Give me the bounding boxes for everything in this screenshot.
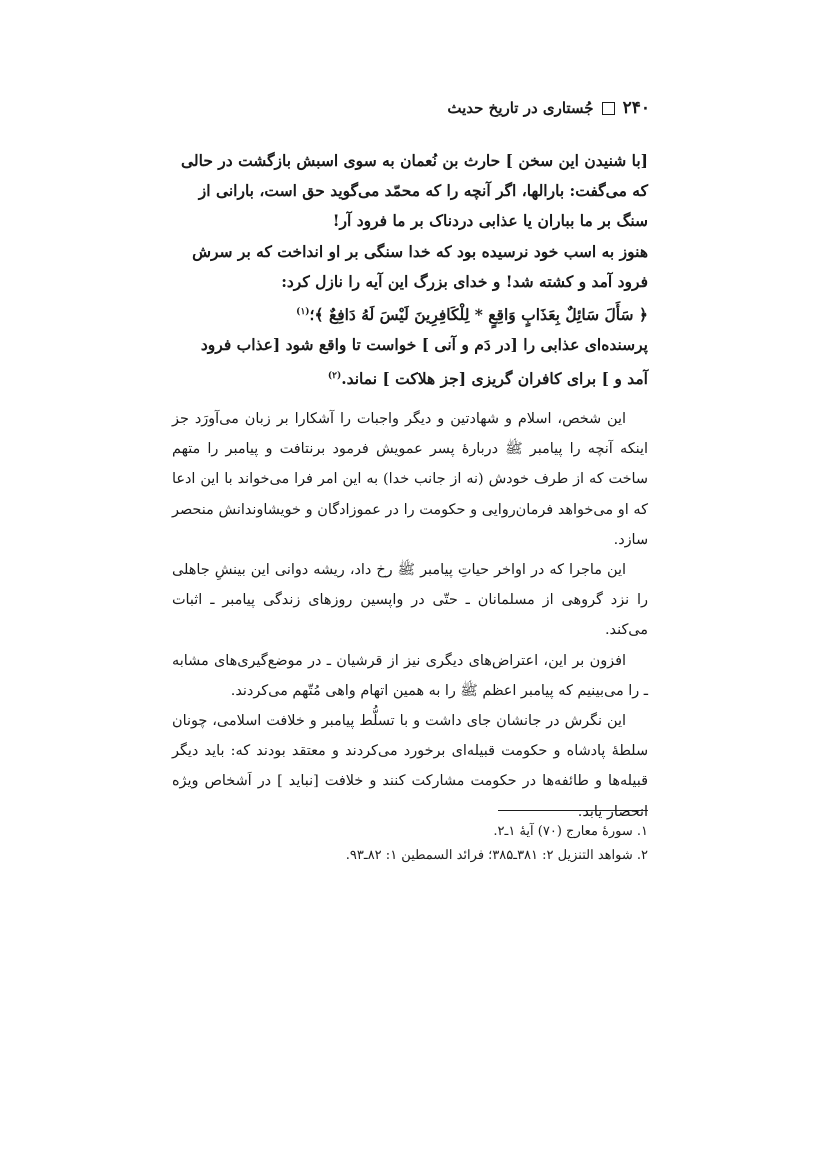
paragraph: افزون بر این، اعتراض‌های دیگری نیز از قرشیان ـ در موضع‌گیری‌های مشابه ـ را می‌بینیم که پیامبر اعظم ﷺ را به همین اتهام واهی مُتّهم می‌کردند.	[172, 652, 648, 699]
quote-line: فرود آمد و کشته شد! و خدای بزرگ این آیه را نازل کرد:	[281, 271, 648, 291]
quran-verse: ﴿ سَأَلَ سَائِلٌ بِعَذَابٍ وَاقِعٍ * لِلْكَافِرِينَ لَيْسَ لَهُ دَافِعٌ ﴾؛	[309, 305, 648, 325]
paragraph: این ماجرا که در اواخر حیاتِ پیامبر ﷺ رخ داد، ریشه دوانی این بینشِ جاهلی را نزد گروهی از مسلمانان ـ حتّی در واپسین روزهای زندگی پیامبر ـ اثبات می‌کند.	[172, 562, 648, 639]
footnote-marker-1: (۱)	[296, 307, 310, 318]
body-text	[172, 404, 648, 827]
quote-line: سنگ بر ما بباران یا عذابی دردناک بر ما فرود آر!	[332, 211, 648, 231]
page-number: ۲۴۰	[622, 98, 650, 118]
paragraph: این شخص، اسلام و شهادتین و دیگر واجبات را آشکارا بر زبان می‌آورَد جز اینکه آنچه را پیامبر ﷺ دربارهٔ پسر عمویش فرمود برنتافت و پیامبر را متهم ساخت که از طرف خودش (نه از جانب خدا) به این امر فرا می‌خواند با این ادعا که او می‌خواهد فرمان‌روایی و حکومت را در عموزادگان و خویشاوندانش منحصر سازد.	[172, 411, 648, 548]
quote-line: [با شنیدن این سخن ] حارث بن نُعمان به سوی اسبش بازگشت در حالی	[180, 151, 648, 170]
quran-verse-line	[172, 297, 648, 330]
paragraph: این نگرش در جانشان جای داشت و با تسلُّط پیامبر و خلافت اسلامی، چونان سلطهٔ پادشاه و حکومت قبیله‌ای برخورد می‌کردند و معتقد بودند که: باید دیگر قبیله‌ها و طائفه‌ها در حکومت مشارکت کنند و خلافت [نباید ] در اَشخاص ویژه انحصار یابد.	[172, 713, 648, 820]
quote-line	[172, 361, 648, 394]
footnote: ۱. سورهٔ معارج (۷۰) آیهٔ ۱ـ۲.	[493, 824, 648, 839]
footnote-divider	[498, 810, 648, 811]
footnote-marker-2: (۲)	[327, 370, 342, 381]
quote-end-text: آمد و ] برای کافران گریزی [جز هلاکت ] نماند.	[341, 368, 648, 388]
book-title: جُستاری در تاریخ حدیث	[447, 99, 594, 117]
footnote: ۲. شواهد التنزیل ۲: ۳۸۱ـ۳۸۵؛ فرائد السمطین ۱: ۸۲ـ۹۳.	[345, 848, 648, 863]
quote-line: پرسنده‌ای عذابی را [در دَم و آنی ] خواست تا واقع شود [عذاب فرود	[200, 335, 648, 355]
page-header	[250, 98, 650, 118]
footnotes	[172, 820, 648, 868]
square-bullet-icon	[602, 102, 615, 115]
quoted-narration	[172, 146, 648, 394]
quote-line: که می‌گفت: بارالها، اگر آنچه را که محمّد می‌گوید حق است، بارانی از	[198, 181, 648, 201]
quote-line: هنوز به اسب خود نرسیده بود که خدا سنگی بر او انداخت که بر سرش	[192, 241, 648, 261]
